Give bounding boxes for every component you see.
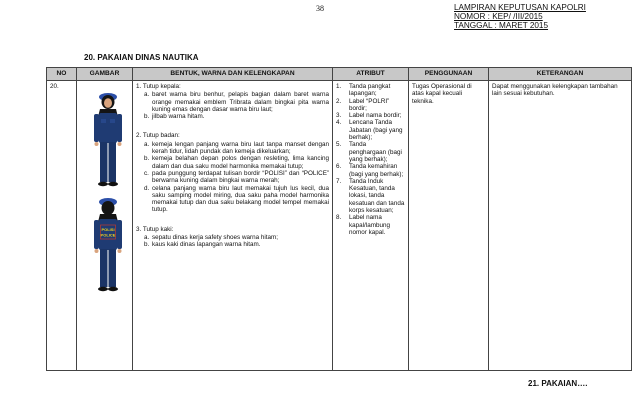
atribut-item-text: Lencana Tanda Jabatan (bagi yang berhak); [349,119,403,142]
bentuk-item-text: kaus kaki dinas lapangan warna hitam. [152,241,261,249]
back-figure [94,198,122,291]
bentuk-item-key: b. [144,155,150,163]
atribut-item-text: Tanda penghargaan (bagi yang berhak); [349,141,402,163]
bentuk-list [136,83,329,249]
atribut-item [336,83,405,98]
atribut-item-text: Label nama kapal/lambung nomor kapal. [349,214,390,236]
bentuk-group-title: 3. Tutup kaki: [136,225,174,233]
table-header-row [47,68,632,81]
bentuk-group-title: 2. Tutup badan: [136,132,180,140]
atribut-item-key: 6. [336,163,342,171]
header-atribut: ATRIBUT [333,68,409,81]
section-title: 20. PAKAIAN DINAS NAUTIKA [84,53,199,62]
bentuk-item-text: baret warna biru benhur, pelapis bagian dalam baret warna orange memakai emblem Tribrata dalam bingkai pita warna kuning emas dengan dasar warna biru laut; [152,91,329,113]
bentuk-item [144,234,329,241]
header-no: NO [47,68,77,81]
atribut-item-key: 2. [336,97,342,105]
header-gambar: GAMBAR [77,68,133,81]
bentuk-item [144,155,329,170]
header-line-lampiran: LAMPIRAN KEPUTUSAN KAPOLRI [454,3,586,12]
back-text-police: POLICE [100,232,116,238]
bentuk-cell [133,81,333,371]
header-penggunaan: PENGGUNAAN [409,68,489,81]
bentuk-group [136,132,329,213]
bentuk-item [144,241,329,248]
uniform-illustration [80,83,136,293]
front-figure [94,93,122,186]
penggunaan-cell: Tugas Operasional di atas kapal kecuali teknika. [409,81,489,371]
bentuk-item-key: b. [144,241,150,249]
atribut-cell [333,81,409,371]
uniform-table [46,67,632,371]
atribut-item [336,163,405,178]
atribut-item-text: Tanda Induk Kesatuan, tanda lokasi, tanda kesatuan dan tanda korps kesatuan; [349,177,405,215]
atribut-item [336,98,405,113]
atribut-item-key: 7. [336,177,342,185]
atribut-item-key: 3. [336,112,342,120]
bentuk-item-key: a. [144,140,150,148]
atribut-list [336,83,405,236]
atribut-item [336,141,405,163]
bentuk-item-text: pada punggung terdapat tulisan bordir “POLISI” dan “POLICE” berwarna kuning dalam bingkai warna merah; [152,169,329,185]
header-keterangan: KETERANGAN [489,68,632,81]
bentuk-item [144,113,329,120]
bentuk-item-text: jilbab warna hitam. [152,113,205,121]
atribut-item-text: Label “POLRI” bordir; [349,97,390,112]
table-row [47,81,632,371]
bentuk-group [136,226,329,249]
atribut-item-key: 8. [336,214,342,222]
bentuk-item [144,185,329,214]
atribut-item-key: 4. [336,119,342,127]
atribut-item [336,214,405,236]
bentuk-item [144,141,329,156]
bentuk-item [144,91,329,113]
bentuk-item-key: d. [144,184,150,192]
atribut-item-key: 1. [336,83,342,90]
bentuk-item-text: sepatu dinas kerja safety shoes warna hitam; [152,234,279,242]
bentuk-item-key: b. [144,113,150,121]
atribut-item-text: Tanda kemahiran (bagi yang berhak); [349,163,404,178]
atribut-item-text: Tanda pangkat lapangan; [349,83,391,98]
header-line-tanggal: TANGGAL : MARET 2015 [454,21,549,30]
atribut-item [336,119,405,141]
bentuk-item-text: celana panjang warna biru laut memakai tujuh lus kecil, dua saku samping model miring, dua saku paha model harmonika memakai tutup dan dua saku belakang model tempel memakai tutup. [152,184,329,214]
header-line-nomor: NOMOR : KEP/ /III/2015 [454,12,543,21]
bentuk-group [136,83,329,120]
uniform-figures [77,81,133,371]
keterangan-cell: Dapat menggunakan kelengkapan tambahan lain sesuai kebutuhan. [489,81,632,371]
page-number: 38 [316,4,324,13]
atribut-item-key: 5. [336,141,342,149]
bentuk-item-key: a. [144,91,150,99]
atribut-item-text: Label nama bordir; [349,112,402,120]
bentuk-item-text: kemeja belahan depan polos dengan resleting, lima kancing dalam dan dua saku model harmonika memakai tutup; [152,155,329,170]
back-text-polisi: POLISI [101,227,115,232]
bentuk-group-title: 1. Tutup kepala: [136,83,181,90]
row-number: 20. [47,81,77,371]
bentuk-item-text: kemeja lengan panjang warna biru laut tanpa manset dengan kerah tidur, lidah pundak dan kemeja dikeluarkan; [152,140,329,156]
atribut-item [336,178,405,214]
bentuk-item-key: c. [144,169,149,177]
atribut-item [336,112,405,119]
next-section-footer: 21. PAKAIAN…. [528,379,588,388]
document-header [454,3,624,30]
bentuk-item [144,170,329,185]
header-bentuk: BENTUK, WARNA DAN KELENGKAPAN [133,68,333,81]
bentuk-item-key: a. [144,234,150,242]
